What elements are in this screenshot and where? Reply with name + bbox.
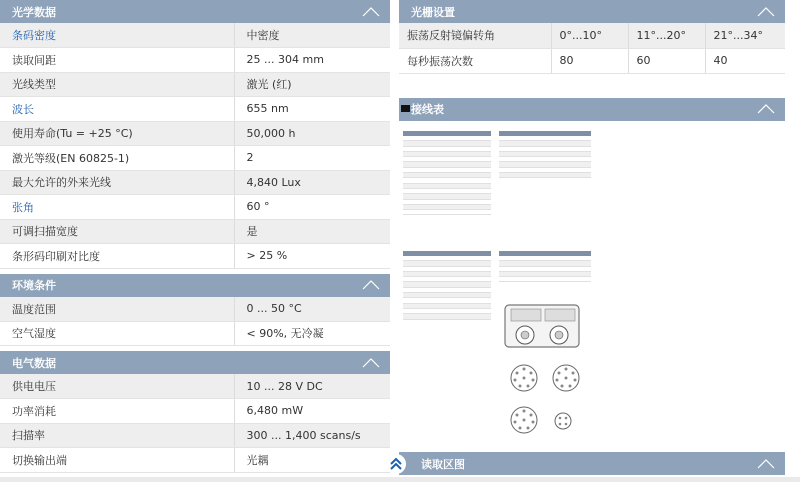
pin-layout-diagram [509,405,539,435]
spec-value: > 25 % [234,244,390,269]
spec-value: 4,840 Lux [234,170,390,195]
wiring-title: 接线表 [411,103,444,116]
spec-label: 可调扫描宽度 [0,219,234,244]
electrical-header[interactable] [0,351,390,374]
spec-label: 功率消耗 [0,399,234,424]
table-row [0,121,390,146]
spec-value: 655 nm [234,97,390,122]
connector-a-table [403,125,491,215]
chevron-up-icon[interactable] [362,358,380,368]
table-row [0,321,390,346]
table-row [0,146,390,171]
table-row [0,48,390,73]
raster-cell: 40 [705,48,785,73]
raster-cell: 21°...34° [705,23,785,48]
bottom-strip [0,477,800,482]
spec-label: 条形码印刷对比度 [0,244,234,269]
spec-label: 扫描率 [0,423,234,448]
raster-label: 每秒振荡次数 [399,48,551,73]
spec-value: 300 ... 1,400 scans/s [234,423,390,448]
wiring-diagram-image [399,105,599,445]
table-row [399,48,785,73]
spec-label: 供电电压 [0,374,234,399]
read-zone-header[interactable] [399,452,785,475]
spec-label: 切换输出端 [0,448,234,473]
spec-label[interactable]: 条码密度 [0,23,234,48]
chevron-up-icon[interactable] [362,7,380,17]
spec-value: 中密度 [234,23,390,48]
right-column [399,0,785,121]
spec-value: 2 [234,146,390,171]
table-row [0,97,390,122]
pin-layout-diagram [553,411,573,431]
spec-value: < 90%, 无冷凝 [234,321,390,346]
table-row [399,23,785,48]
environment-header[interactable] [0,274,390,297]
electrical-table [0,374,390,473]
spec-label: 最大允许的外来光线 [0,170,234,195]
chevron-up-icon[interactable] [757,7,775,17]
table-row [0,195,390,220]
table-row [0,423,390,448]
spec-value: 激光 (红) [234,72,390,97]
pin-layout-diagram [551,363,581,393]
spec-value: 是 [234,219,390,244]
table-row [0,219,390,244]
chevron-up-icon[interactable] [757,104,775,114]
table-row [0,448,390,473]
table-row [0,170,390,195]
table-row [0,23,390,48]
spec-label: 读取间距 [0,48,234,73]
pin-layout-diagram [509,363,539,393]
table-row [0,374,390,399]
logo-icon [401,105,410,112]
connector-b-table [499,125,591,178]
raster-table [399,23,785,74]
double-chevron-up-icon [389,457,403,471]
chevron-up-icon[interactable] [757,459,775,469]
table-row [0,297,390,322]
chevron-up-icon[interactable] [362,280,380,290]
spec-label[interactable]: 张角 [0,195,234,220]
raster-cell: 0°...10° [551,23,628,48]
spec-label: 激光等级(EN 60825-1) [0,146,234,171]
spec-value: 6,480 mW [234,399,390,424]
spec-value: 0 ... 50 °C [234,297,390,322]
raster-cell: 11°...20° [628,23,705,48]
optical-data-table [0,23,390,269]
spec-value: 25 ... 304 mm [234,48,390,73]
raster-cell: 60 [628,48,705,73]
table-row [0,399,390,424]
electrical-title: 电气数据 [12,356,56,370]
connector-y-table [499,245,591,282]
connector-pm-table [403,245,491,320]
environment-title: 环境条件 [12,279,56,292]
optical-data-header[interactable] [0,0,390,23]
environment-table [0,297,390,347]
spec-label[interactable]: 波长 [0,97,234,122]
table-row [0,244,390,269]
spec-value: 光耦 [234,448,390,473]
spec-label: 空气湿度 [0,321,234,346]
spec-label: 光线类型 [0,72,234,97]
connector-housing-diagram [503,303,583,351]
spec-label: 使用寿命(Tu = +25 °C) [0,121,234,146]
table-row [0,72,390,97]
raster-title: 光栅设置 [411,5,455,19]
spec-label: 温度范围 [0,297,234,322]
spec-value: 50,000 h [234,121,390,146]
raster-label: 振荡反射镜偏转角 [399,23,551,48]
scroll-top-button[interactable] [386,454,406,474]
spec-value: 10 ... 28 V DC [234,374,390,399]
spec-value: 60 ° [234,195,390,220]
raster-header[interactable] [399,0,785,23]
raster-cell: 80 [551,48,628,73]
left-column [0,0,390,473]
optical-data-title: 光学数据 [12,5,56,19]
read-zone-title: 读取区图 [421,457,465,471]
